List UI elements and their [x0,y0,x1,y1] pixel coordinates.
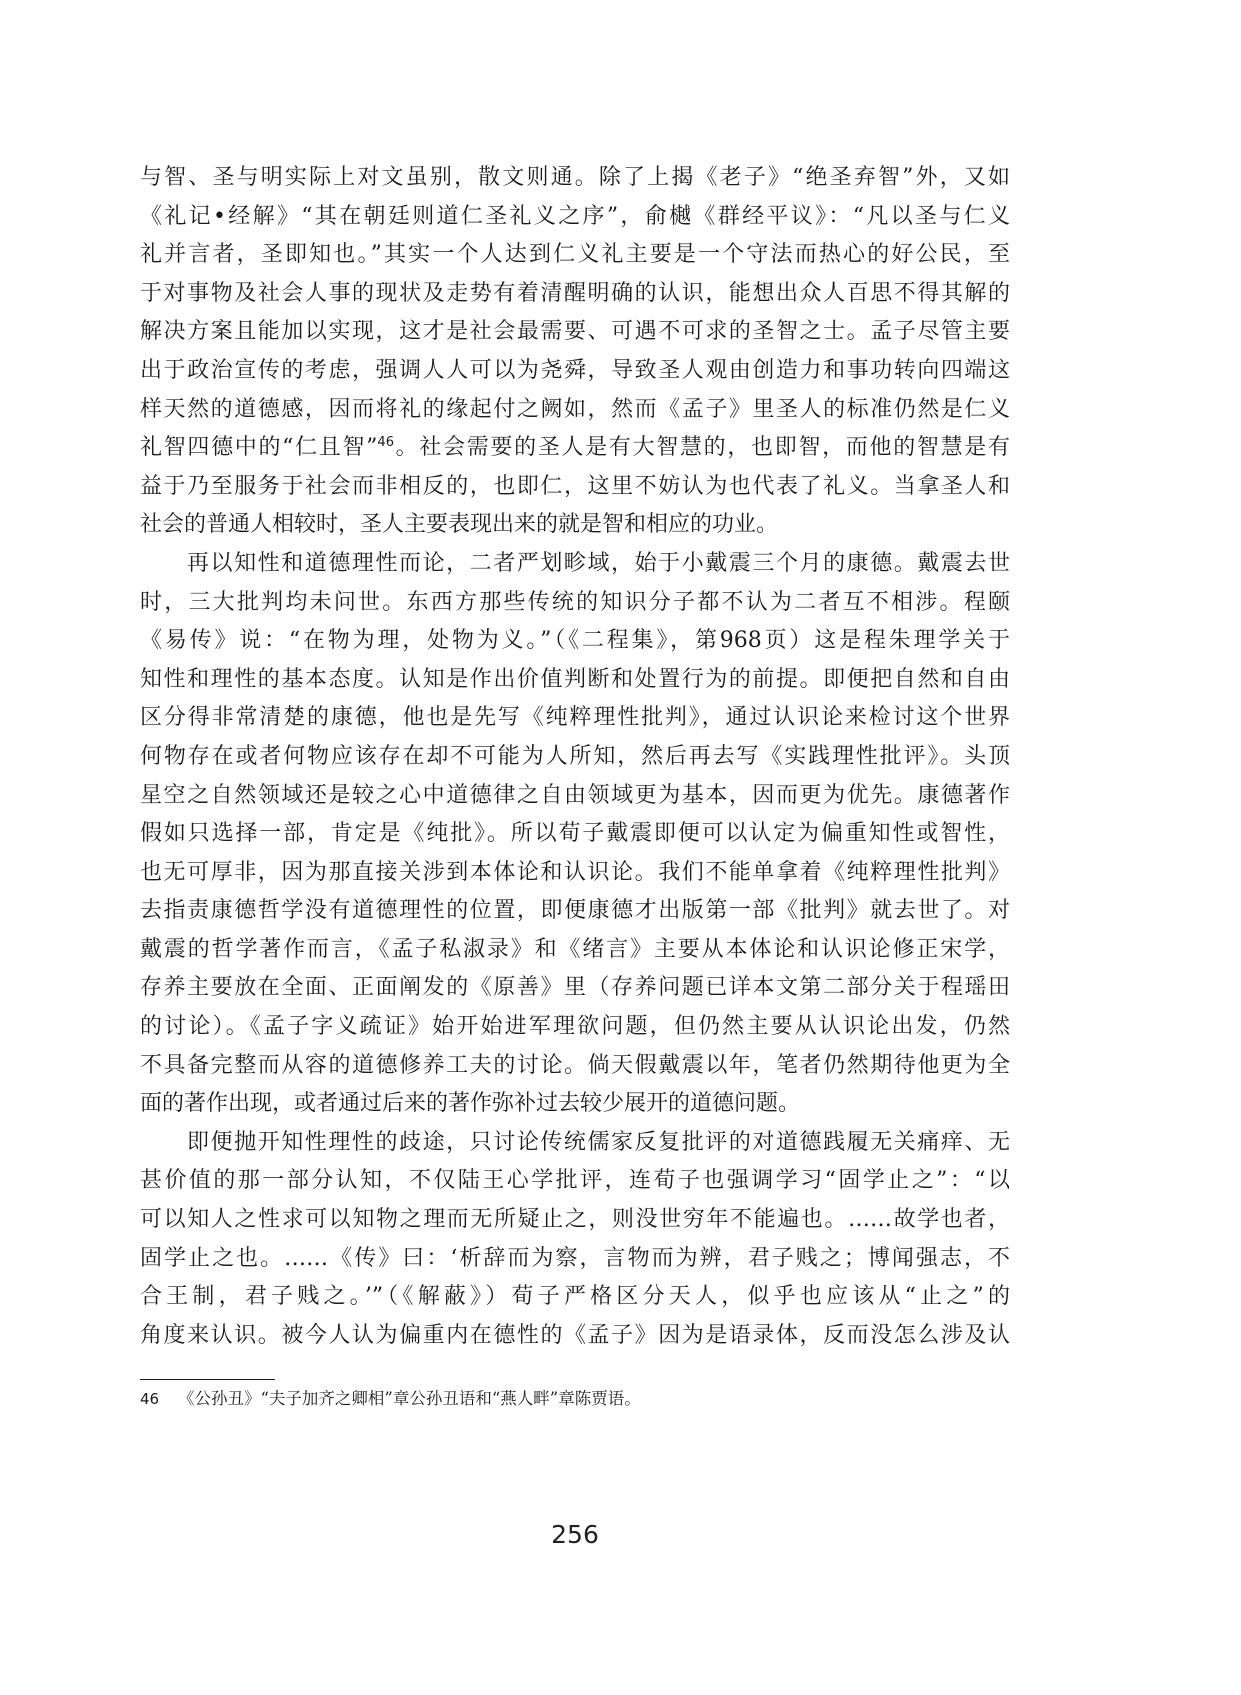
text-line: 可以知人之性求可以知物之理而无所疑止之，则没世穷年不能遍也。……故学也者， [140,1207,1010,1233]
text-line: 样天然的道德感，因而将礼的缘起付之阙如，然而《孟子》里圣人的标准仍然是仁义 [140,396,1010,422]
text-line: 存养主要放在全面、正面阐发的《原善》里（存养问题已详本文第二部分关于程瑶田 [140,975,1010,1001]
text-line: 固学止之也。……《传》曰：‘析辞而为察，言物而为辨，君子贱之；博闻强志，不 [140,1245,1010,1271]
text-line: 再以知性和道德理性而论，二者严划畛域，始于小戴震三个月的康德。戴震去世 [187,550,1010,576]
text-line: 于对事物及社会人事的现状及走势有着清醒明确的认识，能想出众人百思不得其解的 [140,280,1010,306]
text-line: 假如只选择一部，肯定是《纯批》。所以荀子戴震即便可以认定为偏重知性或智性， [140,821,1010,847]
text-line [140,429,1010,468]
text-line: 与智、圣与明实际上对文虽别，散文则通。除了上揭《老子》“绝圣弃智”外，又如 [140,165,1010,190]
text-line: 社会的普通人相较时，圣人主要表现出来的就是智和相应的功业。 [140,512,779,538]
text-segment: 。社会需要的圣人是有大智慧的，也即智，而他的智慧是有 [393,435,1010,461]
text-line: 区分得非常清楚的康德，他也是先写《纯粹理性批判》，通过认识论来检讨这个世界 [140,705,1010,731]
text-line: 即便抛开知性理性的歧途，只讨论传统儒家反复批评的对道德践履无关痛痒、无 [187,1129,1010,1155]
text-line: 合王制，君子贱之。’”（《解蔽》）荀子严格区分天人，似乎也应该从“止之”的 [140,1284,1010,1310]
text-line: 甚价值的那一部分认知，不仅陆王心学批评，连荀子也强调学习“固学止之”：“以 [140,1168,1010,1194]
text-line: 角度来认识。被今人认为偏重内在德性的《孟子》因为是语录体，反而没怎么涉及认 [140,1322,1010,1348]
text-line: 的讨论）。《孟子字义疏证》始开始进军理欲问题，但仍然主要从认识论出发，仍然 [140,1014,1010,1040]
footnote [140,1386,1010,1412]
text-line: 解决方案且能加以实现，这才是社会最需要、可遇不可求的圣智之士。孟子尽管主要 [140,319,1010,345]
text-line: 知性和理性的基本态度。认知是作出价值判断和处置行为的前提。即便把自然和自由 [140,666,1010,692]
page-number: 256 [551,1520,599,1549]
text-line: 时，三大批判均未问世。东西方那些传统的知识分子都不认为二者互不相涉。程颐 [140,589,1010,615]
text-line: 面的著作出现，或者通过后来的著作弥补过去较少展开的道德问题。 [140,1091,801,1117]
text-line: 不具备完整而从容的道德修养工夫的讨论。倘天假戴震以年，笔者仍然期待他更为全 [140,1052,1010,1078]
text-line: 礼并言者，圣即知也。”其实一个人达到仁义礼主要是一个守法而热心的好公民，至 [140,242,1010,268]
footnote-separator [140,1379,275,1380]
footnote-ref[interactable]: 46 [377,435,394,451]
text-line: 《易传》说：“在物为理，处物为义。”（《二程集》，第968页）这是程朱理学关于 [140,628,1010,654]
text-line: 出于政治宣传的考虑，强调人人可以为尧舜，导致圣人观由创造力和事功转向四端这 [140,357,1010,383]
text-line: 何物存在或者何物应该存在却不可能为人所知，然后再去写《实践理性批评》。头顶 [140,743,1010,769]
text-line: 益于乃至服务于社会而非相反的，也即仁，这里不妨认为也代表了礼义。当拿圣人和 [140,473,1010,499]
text-line: 去指责康德哲学没有道德理性的位置，即便康德才出版第一部《批判》就去世了。对 [140,898,1010,924]
text-line: 也无可厚非，因为那直接关涉到本体论和认识论。我们不能单拿着《纯粹理性批判》 [140,859,1010,885]
footnote-marker: 46 [140,1390,160,1408]
footnote-text: 《公孙丑》“夫子加齐之卿相”章公孙丑语和“燕人畔”章陈贾语。 [178,1389,641,1408]
text-line: 星空之自然领域还是较之心中道德律之自由领域更为基本，因而更为优先。康德著作 [140,782,1010,808]
body-text [140,159,1010,1355]
text-segment: 礼智四德中的“仁且智” [140,435,378,461]
text-line: 戴震的哲学著作而言，《孟子私淑录》和《绪言》主要从本体论和认识论修正宋学， [140,936,1010,962]
text-line: 《礼记•经解》“其在朝廷则道仁圣礼义之序”，俞樾《群经平议》：“凡以圣与仁义 [140,203,1010,229]
